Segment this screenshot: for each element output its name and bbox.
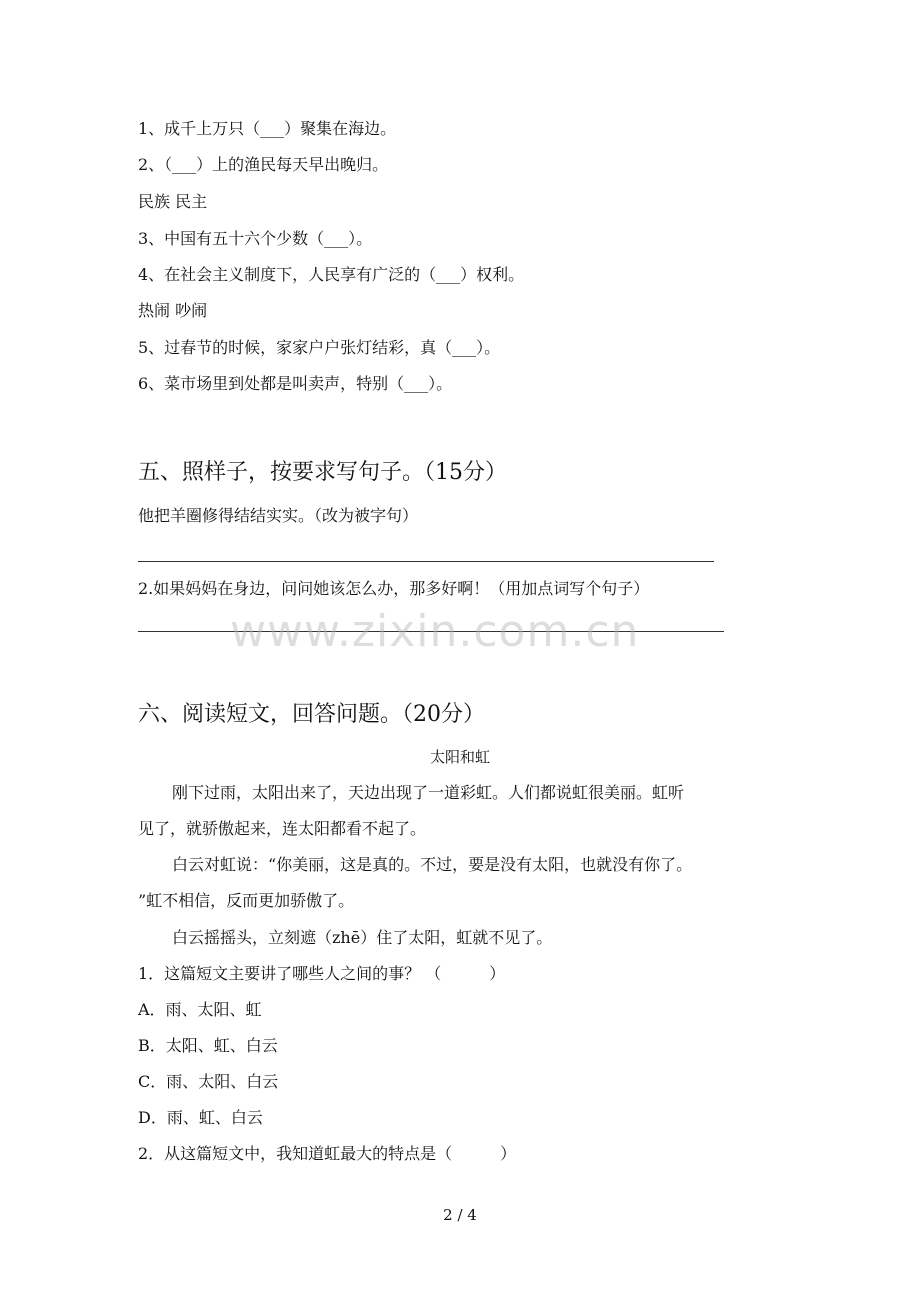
section5-heading: 五、照样子，按要求写句子。（15分）	[138, 460, 507, 485]
story-title: 太阳和虹	[429, 748, 490, 766]
word-pair-minzu: 民族 民主	[138, 192, 208, 211]
fill-item-2: 2、（___）上的渔民每天早出晚归。	[138, 155, 389, 174]
page-number: 2 / 4	[443, 1206, 477, 1224]
story-paragraph-3: 白云摇摇头，立刻遮（zhē）住了太阳，虹就不见了。	[172, 928, 553, 947]
story-paragraph-2: 白云对虹说：“你美丽，这是真的。不过，要是没有太阳，也就没有你了。	[172, 855, 693, 874]
watermark-text: www.zixin.com.cn	[230, 606, 640, 657]
reading-question-2: 2．从这篇短文中，我知道虹最大的特点是（ ）	[138, 1144, 517, 1163]
option-c[interactable]: C．雨、太阳、白云	[138, 1072, 279, 1091]
fill-item-6: 6、菜市场里到处都是叫卖声，特别（___）。	[138, 374, 453, 393]
answer-line-1[interactable]	[138, 561, 714, 562]
section5-question-1: 他把羊圈修得结结实实。（改为被字句）	[138, 506, 419, 525]
section6-heading: 六、阅读短文，回答问题。（20分）	[138, 702, 485, 727]
story-paragraph-1-cont: 见了，就骄傲起来，连太阳都看不起了。	[138, 819, 427, 838]
section5-question-2: 2.如果妈妈在身边，问问她该怎么办，那多好啊！（用加点词写个句子）	[138, 579, 650, 598]
story-paragraph-1: 刚下过雨，太阳出来了，天边出现了一道彩虹。人们都说虹很美丽。虹听	[172, 783, 685, 802]
fill-item-4: 4、在社会主义制度下，人民享有广泛的（___）权利。	[138, 265, 525, 284]
option-d[interactable]: D．雨、虹、白云	[138, 1108, 263, 1127]
fill-item-3: 3、中国有五十六个少数（___）。	[138, 229, 373, 248]
fill-item-5: 5、过春节的时候，家家户户张灯结彩，真（___）。	[138, 338, 501, 357]
story-paragraph-2-cont: ”虹不相信，反而更加骄傲了。	[138, 891, 355, 910]
option-a[interactable]: A．雨、太阳、虹	[138, 1000, 262, 1019]
option-b[interactable]: B．太阳、虹、白云	[138, 1036, 278, 1055]
word-pair-naonao: 热闹 吵闹	[138, 301, 208, 320]
reading-question-1: 1．这篇短文主要讲了哪些人之间的事？ （ ）	[138, 964, 506, 983]
fill-item-1: 1、成千上万只（___）聚集在海边。	[138, 119, 397, 138]
